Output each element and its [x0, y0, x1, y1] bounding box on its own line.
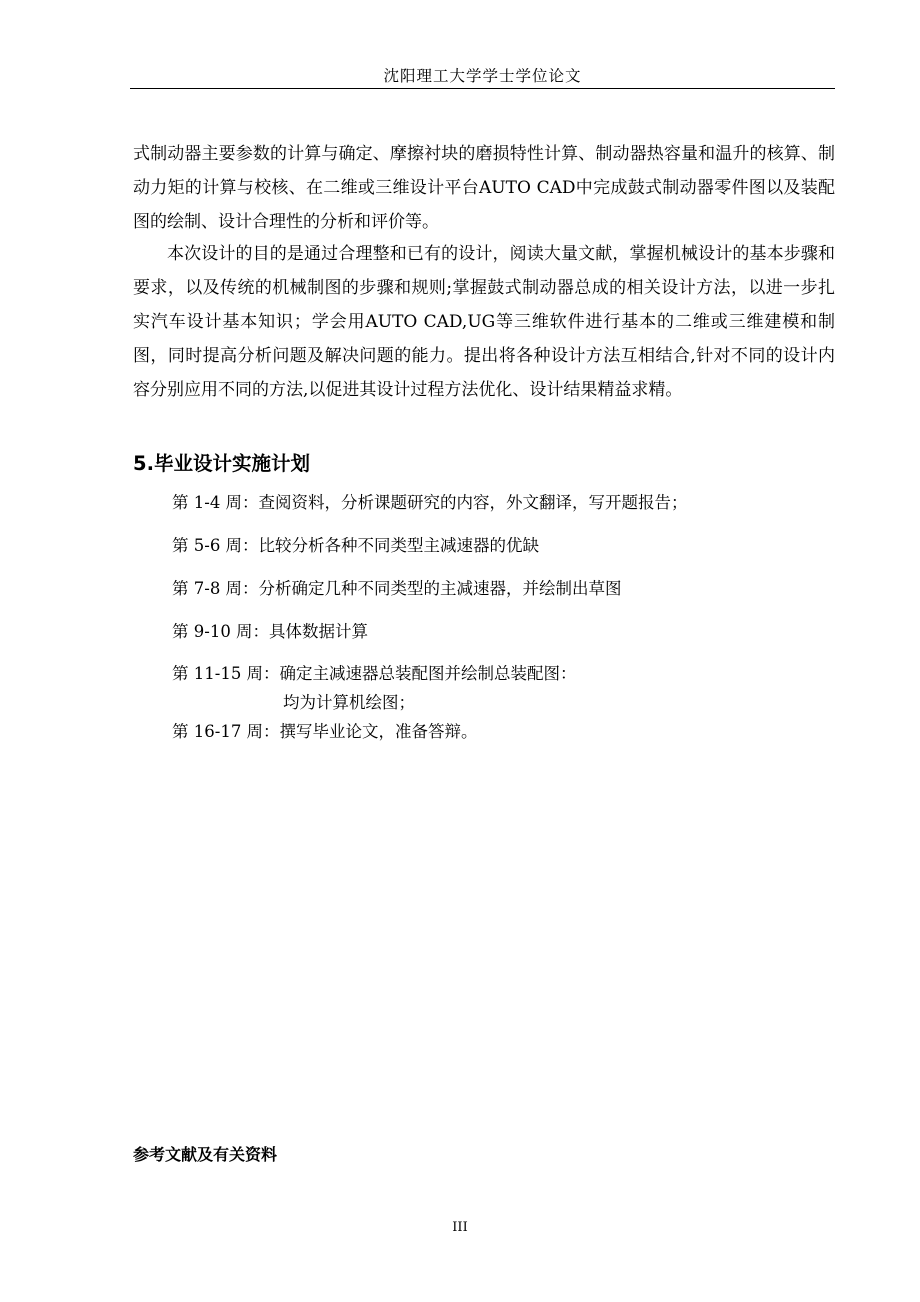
page-number: III — [452, 1220, 468, 1235]
header-divider — [130, 88, 835, 89]
plan-item-week-7-8: 第 7-8 周：分析确定几种不同类型的主减速器，并绘制出草图 — [172, 579, 622, 598]
references-heading: 参考文献及有关资料 — [133, 1145, 278, 1164]
plan-item-week-11-15-note: 均为计算机绘图； — [283, 693, 415, 712]
running-header: 沈阳理工大学学士学位论文 — [383, 67, 582, 85]
plan-item-week-16-17: 第 16-17 周：撰写毕业论文，准备答辩。 — [172, 722, 478, 741]
plan-item-week-9-10: 第 9-10 周：具体数据计算 — [172, 622, 369, 641]
body-paragraph-1: 式制动器主要参数的计算与确定、摩擦衬块的磨损特性计算、制动器热容量和温升的核算、制动力矩的计算与校核、在二维或三维设计平台AUTO CAD中完成鼓式制动器零件图以及装配图的绘制、设计合理性的分析和评价等。 — [133, 144, 835, 232]
plan-item-week-11-15: 第 11-15 周：确定主减速器总装配图并绘制总装配图： — [172, 664, 577, 683]
section-heading-plan: 5.毕业设计实施计划 — [133, 452, 310, 475]
plan-item-week-1-4: 第 1-4 周：查阅资料，分析课题研究的内容，外文翻译，写开题报告； — [172, 493, 688, 512]
body-paragraph-2: 本次设计的目的是通过合理整和已有的设计，阅读大量文献，掌握机械设计的基本步骤和要求，以及传统的机械制图的步骤和规则;掌握鼓式制动器总成的相关设计方法，以进一步扎实汽车设计基本知识；学会用AUTO CAD,UG等三维软件进行基本的二维或三维建模和制图，同时提高分析问题及解决问题的能力。提出将各种设计方法互相结合,针对不同的设计内容分别应用不同的方法,以促进其设计过程方法优化、设计结果精益求精。 — [133, 244, 835, 400]
plan-item-week-5-6: 第 5-6 周：比较分析各种不同类型主减速器的优缺 — [172, 536, 540, 555]
